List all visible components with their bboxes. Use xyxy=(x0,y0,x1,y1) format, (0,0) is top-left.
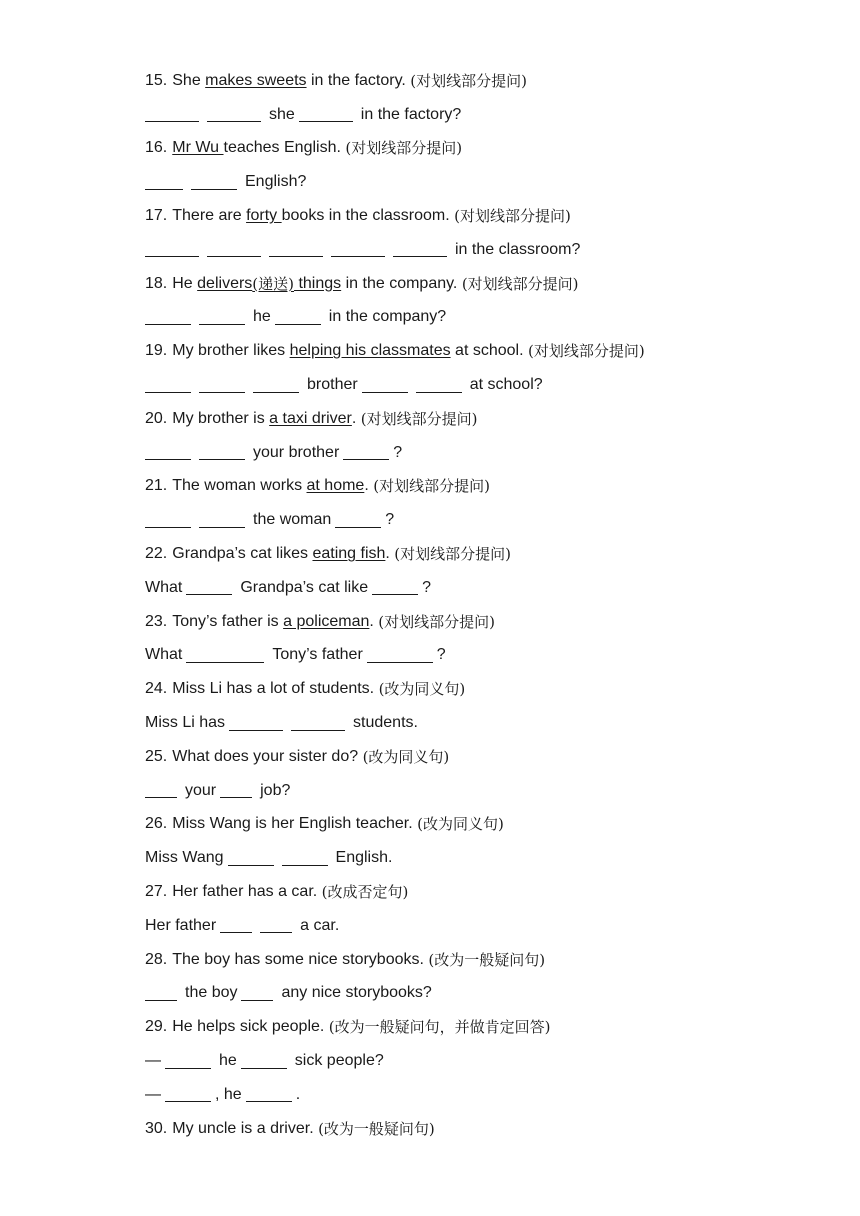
instruction-text: (对划线部分提问) xyxy=(454,207,571,226)
instruction-text: (改成否定句) xyxy=(321,883,409,902)
answer-blank[interactable] xyxy=(335,513,381,528)
text: Grandpa’s cat likes xyxy=(172,545,313,563)
question-number: 22. xyxy=(145,545,168,563)
answer-blank[interactable] xyxy=(253,378,299,393)
answer-blank[interactable] xyxy=(241,986,273,1001)
answer-blank[interactable] xyxy=(372,580,418,595)
text: in the company? xyxy=(328,308,447,326)
text: What xyxy=(145,646,183,664)
question-number: 25. xyxy=(145,747,168,765)
text: He helps sick people. xyxy=(172,1018,329,1036)
text: — xyxy=(145,1085,161,1103)
answer-blank[interactable] xyxy=(343,445,389,460)
text: She xyxy=(172,71,206,89)
answer-line xyxy=(145,436,825,470)
underlined-text: eating fish xyxy=(312,545,386,563)
answer-blank[interactable] xyxy=(199,445,245,460)
instruction-text: (对划线部分提问) xyxy=(373,477,490,496)
underlined-text: things xyxy=(294,274,342,292)
text: job? xyxy=(260,781,291,799)
question-number: 27. xyxy=(145,883,168,901)
answer-blank[interactable] xyxy=(145,242,199,257)
instruction-text: (改为同义句) xyxy=(417,815,504,834)
question-line xyxy=(145,402,825,436)
underlined-text: Mr Wu xyxy=(172,139,224,157)
text: Her father xyxy=(145,916,217,934)
answer-blank[interactable] xyxy=(246,1087,292,1102)
instruction-text: (递送) xyxy=(252,274,295,293)
answer-line xyxy=(145,503,825,537)
instruction-text: (改为同义句) xyxy=(362,747,450,766)
text: he xyxy=(219,1052,237,1069)
answer-blank[interactable] xyxy=(275,310,321,325)
answer-blank[interactable] xyxy=(331,242,385,257)
instruction-text: (对划线部分提问) xyxy=(345,139,463,158)
answer-blank[interactable] xyxy=(220,783,252,798)
answer-line xyxy=(145,639,825,673)
text: What xyxy=(145,578,183,596)
text: . xyxy=(385,545,395,563)
answer-blank[interactable] xyxy=(416,378,462,393)
text: at school. xyxy=(450,342,528,360)
question-number: 26. xyxy=(145,815,168,833)
text: What does your sister do? xyxy=(172,747,363,765)
answer-blank[interactable] xyxy=(229,716,283,731)
answer-blank[interactable] xyxy=(269,242,323,257)
question-line xyxy=(145,132,825,166)
text: Miss Wang xyxy=(145,849,224,867)
answer-blank[interactable] xyxy=(145,175,183,190)
question-line xyxy=(145,943,825,977)
text: . xyxy=(351,409,361,427)
answer-blank[interactable] xyxy=(241,1054,287,1069)
question-line xyxy=(145,1010,825,1044)
answer-blank[interactable] xyxy=(199,378,245,393)
answer-blank[interactable] xyxy=(199,310,245,325)
answer-line xyxy=(145,368,825,402)
instruction-text: (对划线部分提问) xyxy=(527,342,645,361)
answer-line xyxy=(145,1078,825,1112)
answer-blank[interactable] xyxy=(165,1054,211,1069)
text: — xyxy=(145,1052,161,1069)
text: My brother is xyxy=(172,409,270,427)
answer-blank[interactable] xyxy=(145,986,177,1001)
answer-blank[interactable] xyxy=(145,513,191,528)
worksheet xyxy=(145,64,825,1146)
answer-blank[interactable] xyxy=(186,580,232,595)
question-number: 15. xyxy=(145,71,168,89)
text: in the classroom? xyxy=(455,240,581,258)
answer-blank[interactable] xyxy=(228,851,274,866)
answer-blank[interactable] xyxy=(260,918,292,933)
text: , he xyxy=(215,1085,242,1103)
answer-blank[interactable] xyxy=(207,242,261,257)
text: ? xyxy=(385,511,395,529)
text: he xyxy=(253,308,271,326)
answer-line xyxy=(145,909,825,943)
answer-line xyxy=(145,301,825,335)
question-number: 16. xyxy=(145,139,168,157)
question-number: 28. xyxy=(145,950,168,968)
question-line xyxy=(145,334,825,368)
answer-blank[interactable] xyxy=(291,716,345,731)
answer-line xyxy=(145,841,825,875)
question-line xyxy=(145,672,825,706)
underlined-text: forty xyxy=(246,207,282,225)
text: Tony’s father is xyxy=(172,612,284,630)
answer-blank[interactable] xyxy=(282,851,328,866)
text: There are xyxy=(172,207,247,225)
text: He xyxy=(172,274,198,292)
text: at school? xyxy=(469,376,543,394)
question-line xyxy=(145,470,825,504)
instruction-text: (对划线部分提问) xyxy=(410,71,528,90)
question-number: 29. xyxy=(145,1018,168,1036)
text: Miss Li has a lot of students. xyxy=(172,680,379,698)
answer-line xyxy=(145,165,825,199)
text: in the factory. xyxy=(306,71,411,89)
text: your brother xyxy=(253,443,340,461)
text: the woman xyxy=(253,511,332,529)
question-number: 18. xyxy=(145,274,168,292)
text: The woman works xyxy=(172,477,307,495)
question-line xyxy=(145,875,825,909)
answer-blank[interactable] xyxy=(145,783,177,798)
question-number: 21. xyxy=(145,477,168,495)
text: a car. xyxy=(300,916,340,934)
instruction-text: (改为一般疑问句) xyxy=(318,1119,435,1138)
answer-blank[interactable] xyxy=(145,310,191,325)
text: My uncle is a driver. xyxy=(172,1119,319,1137)
question-number: 30. xyxy=(145,1119,168,1137)
text: The boy has some nice storybooks. xyxy=(172,950,429,968)
text: the boy xyxy=(185,984,238,1002)
question-number: 19. xyxy=(145,342,168,360)
question-line xyxy=(145,740,825,774)
question-line xyxy=(145,199,825,233)
instruction-text: (改为一般疑问句) xyxy=(428,950,546,969)
text: Miss Li has xyxy=(145,714,226,732)
answer-blank[interactable] xyxy=(145,445,191,460)
text: ? xyxy=(393,443,403,461)
instruction-text: (对划线部分提问) xyxy=(360,409,478,428)
answer-line xyxy=(145,706,825,740)
text: sick people? xyxy=(294,1052,384,1069)
answer-line xyxy=(145,233,825,267)
text: in the factory? xyxy=(360,105,462,123)
underlined-text: makes sweets xyxy=(205,71,307,89)
text: in the company. xyxy=(341,274,462,292)
answer-blank[interactable] xyxy=(299,107,353,122)
underlined-text: a taxi driver xyxy=(269,409,352,427)
text: your xyxy=(185,781,217,799)
text: she xyxy=(269,105,295,123)
text: ? xyxy=(436,646,446,664)
answer-blank[interactable] xyxy=(220,918,252,933)
answer-blank[interactable] xyxy=(199,513,245,528)
question-number: 24. xyxy=(145,680,168,698)
question-line xyxy=(145,267,825,301)
answer-blank[interactable] xyxy=(362,378,408,393)
text: books in the classroom. xyxy=(281,207,455,225)
text: teaches English. xyxy=(223,139,346,157)
answer-blank[interactable] xyxy=(145,107,199,122)
question-number: 23. xyxy=(145,612,168,630)
question-line xyxy=(145,605,825,639)
instruction-text: (改为一般疑问句，并做肯定回答) xyxy=(328,1018,551,1037)
answer-line xyxy=(145,977,825,1011)
text: any nice storybooks? xyxy=(281,984,432,1002)
question-number: 20. xyxy=(145,409,168,427)
question-line xyxy=(145,537,825,571)
answer-line xyxy=(145,1044,825,1078)
answer-blank[interactable] xyxy=(207,107,261,122)
instruction-text: (对划线部分提问) xyxy=(394,545,512,564)
text: Her father has a car. xyxy=(172,883,322,901)
text: brother xyxy=(307,376,358,394)
question-line xyxy=(145,808,825,842)
text: My brother likes xyxy=(172,342,290,360)
underlined-text: at home xyxy=(306,477,365,495)
answer-blank[interactable] xyxy=(145,378,191,393)
question-line xyxy=(145,1112,825,1146)
underlined-text: helping his classmates xyxy=(289,342,451,360)
question-line xyxy=(145,64,825,98)
text: . xyxy=(364,477,374,495)
text: . xyxy=(369,612,379,630)
answer-blank[interactable] xyxy=(191,175,237,190)
answer-blank[interactable] xyxy=(165,1087,211,1102)
text: ? xyxy=(422,578,432,596)
text: Miss Wang is her English teacher. xyxy=(172,815,418,833)
text: Grandpa’s cat like xyxy=(240,578,369,596)
instruction-text: (对划线部分提问) xyxy=(378,612,496,631)
answer-line xyxy=(145,98,825,132)
underlined-text: delivers xyxy=(197,274,253,292)
answer-blank[interactable] xyxy=(367,648,433,663)
text: English? xyxy=(245,173,307,191)
instruction-text: (对划线部分提问) xyxy=(461,274,579,293)
question-number: 17. xyxy=(145,207,168,225)
answer-blank[interactable] xyxy=(186,648,264,663)
text: students. xyxy=(353,714,418,732)
underlined-text: a policeman xyxy=(283,612,370,630)
text: Tony’s father xyxy=(272,646,363,664)
answer-line xyxy=(145,571,825,605)
instruction-text: (改为同义句) xyxy=(378,680,466,699)
answer-line xyxy=(145,774,825,808)
text: . xyxy=(295,1085,301,1103)
text: English. xyxy=(335,849,393,867)
answer-blank[interactable] xyxy=(393,242,447,257)
